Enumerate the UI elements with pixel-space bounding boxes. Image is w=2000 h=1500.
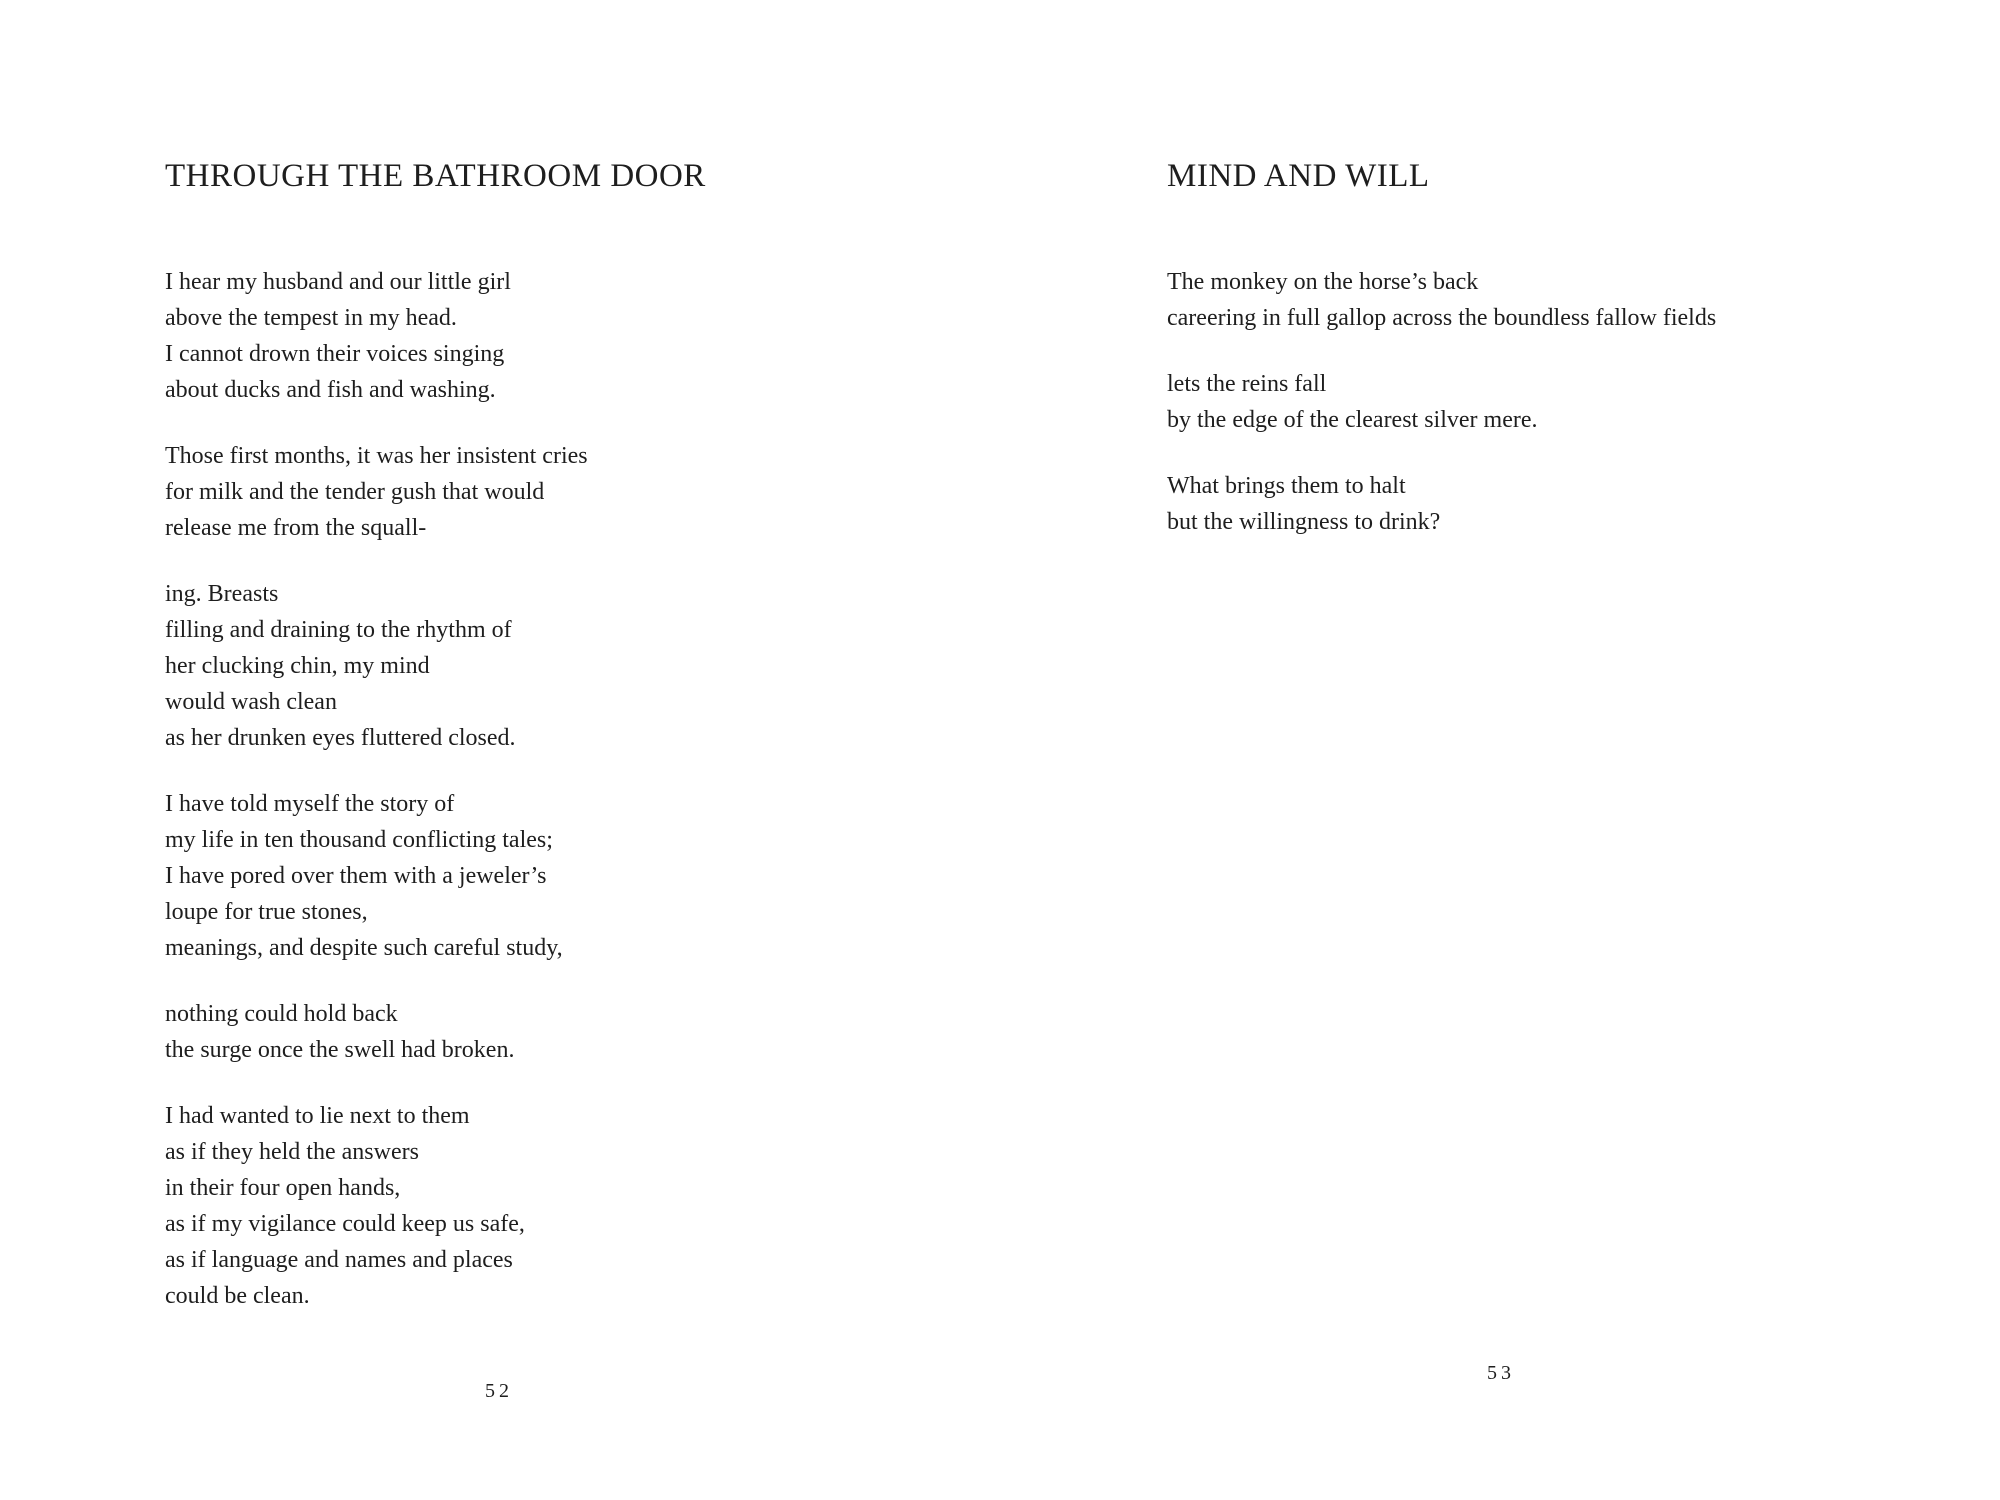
poem-line: filling and draining to the rhythm of (165, 617, 512, 643)
poem-line: I cannot drown their voices singing (165, 341, 505, 367)
poem-line: the surge once the swell had broken. (165, 1037, 515, 1063)
poem-line: Those first months, it was her insistent cries (165, 443, 588, 469)
poem-line: as if my vigilance could keep us safe, (165, 1211, 525, 1237)
poem-line: for milk and the tender gush that would (165, 479, 545, 505)
page-number-right: 53 (1487, 1362, 1515, 1384)
poem-line: release me from the squall- (165, 515, 427, 541)
stanza (165, 786, 588, 966)
poem-line: by the edge of the clearest silver mere. (1167, 407, 1538, 433)
poem-line: but the willingness to drink? (1167, 509, 1441, 535)
poem-line: ing. Breasts (165, 581, 279, 607)
poem-line: I had wanted to lie next to them (165, 1103, 470, 1129)
stanza (1167, 264, 1716, 336)
poem-line: would wash clean (165, 689, 337, 715)
poem-line: as if they held the answers (165, 1139, 419, 1165)
page-number-left: 52 (485, 1380, 513, 1402)
stanza (1167, 366, 1716, 438)
right-page (1000, 0, 2000, 1500)
stanza (165, 1098, 588, 1314)
poem-line: above the tempest in my head. (165, 305, 457, 331)
poem-line: meanings, and despite such careful study, (165, 935, 563, 961)
stanza (165, 576, 588, 756)
poem-line: I have told myself the story of (165, 791, 455, 817)
poem-line: in their four open hands, (165, 1175, 401, 1201)
poem-body-left (165, 264, 588, 1314)
poem-line: I hear my husband and our little girl (165, 269, 511, 295)
poem-line: What brings them to halt (1167, 473, 1406, 499)
poem-line: her clucking chin, my mind (165, 653, 430, 679)
poem-line: could be clean. (165, 1283, 310, 1309)
poem-body-right (1167, 264, 1716, 540)
stanza (165, 264, 588, 408)
poem-line: careering in full gallop across the boundless fallow fields (1167, 305, 1717, 331)
poem-line: as her drunken eyes fluttered closed. (165, 725, 516, 751)
poem-line: nothing could hold back (165, 1001, 398, 1027)
poem-line: as if language and names and places (165, 1247, 513, 1273)
poem-title-right: MIND AND WILL (1167, 158, 1430, 194)
poem-line: about ducks and fish and washing. (165, 377, 496, 403)
poem-line: The monkey on the horse’s back (1167, 269, 1479, 295)
stanza (165, 996, 588, 1068)
poem-line: I have pored over them with a jeweler’s (165, 863, 547, 889)
poem-line: lets the reins fall (1167, 371, 1327, 397)
poem-line: my life in ten thousand conflicting tales; (165, 827, 553, 853)
poem-line: loupe for true stones, (165, 899, 368, 925)
poem-title-left: THROUGH THE BATHROOM DOOR (165, 158, 706, 194)
stanza (165, 438, 588, 546)
stanza (1167, 468, 1716, 540)
